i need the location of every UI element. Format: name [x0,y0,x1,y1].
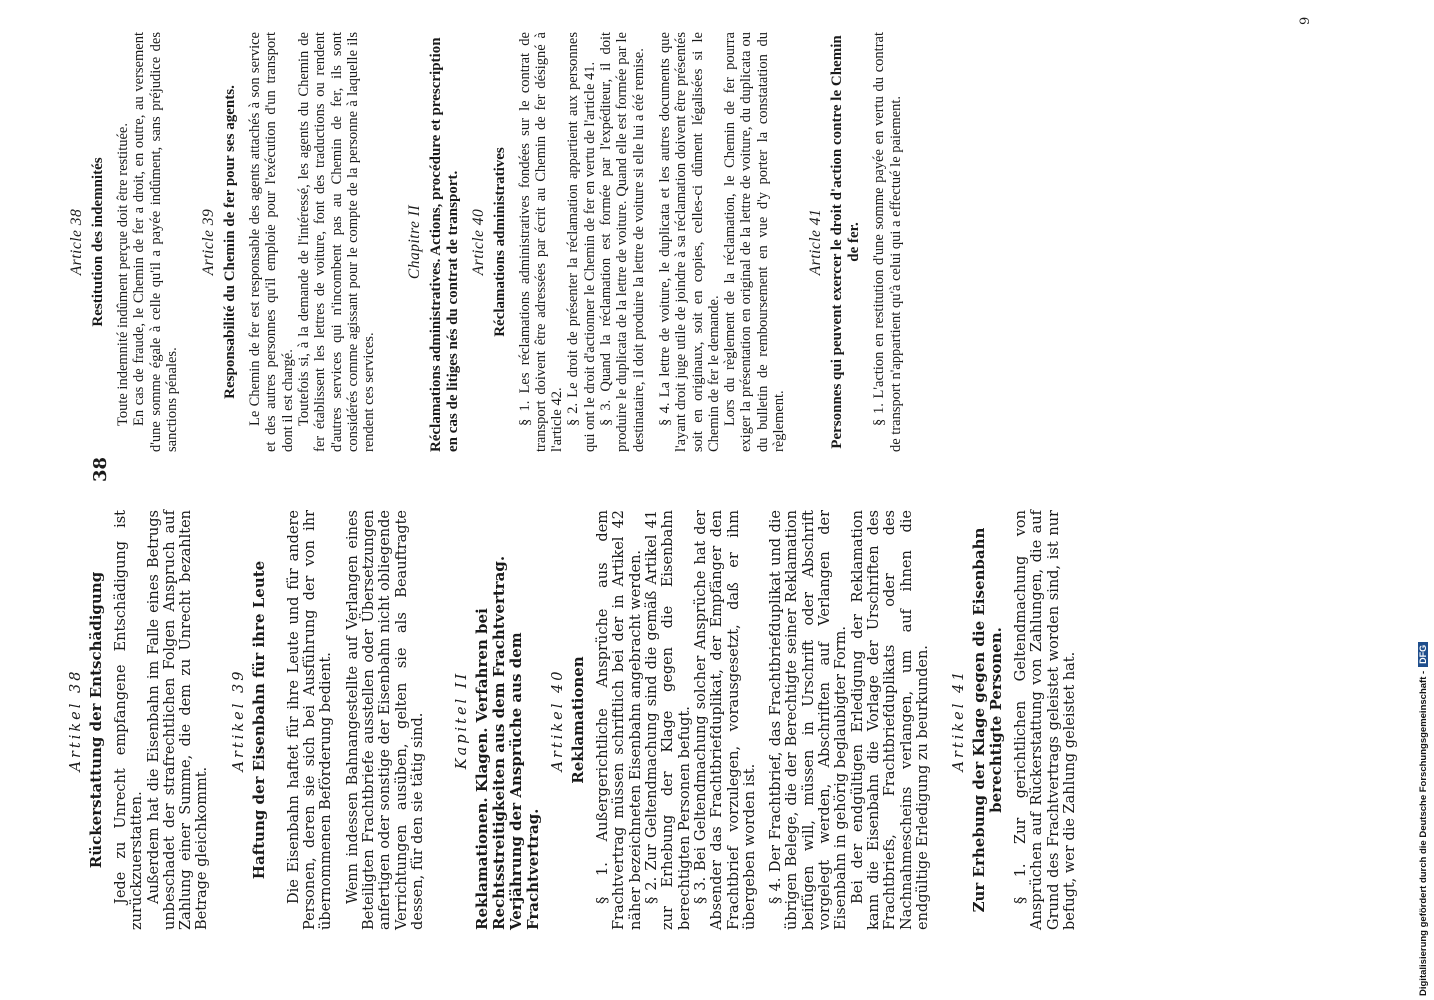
de-article-40-p2: § 2. Zur Geltendmachung sind die gemäß Artikel 41 zur Erhebung der Klage gegen die Eisenbahn berechtigten Personen befugt. [644,510,693,930]
page-number-top: 38 [90,456,111,482]
fr-article-39-label: Article 39 [200,208,218,276]
german-column [40,510,1078,930]
de-article-40-p5: Bei der endgültigen Erledigung der Reklamation kann die Eisenbahn die Vorlage der Urschriften des Frachtbriefs, Frachtbriefduplikats oder des Nachnahmescheins verlangen, um auf ihnen die endgültige Erledigung zu beurkunden. [849,510,931,930]
de-article-38-title: Rückerstattung der Entschädigung [87,571,105,869]
fr-article-40-label: Article 40 [469,208,487,276]
fr-article-39-p1: Le Chemin de fer est responsable des agents attachés à son service et des autres personnes qu'il emploie pour l'exécution d'un transport dont il est chargé. [247,32,296,452]
fr-article-40-p5: Lors du règlement de la réclamation, le Chemin de fer pourra exiger la présentation en original de la lettre de voiture, du duplicata ou du bulletin de remboursement en vue d'y porter la constatation du règlement. [722,32,788,452]
fr-article-40-p4: § 4. La lettre de voiture, le duplicata et les autres documents que l'ayant droit juge utile de joindre à sa réclamation doivent être présentés soit en originaux, soit en copies, celles-ci dûment légalisées si le Chemin de fer le demande. [656,32,722,452]
french-column [40,32,904,452]
de-article-39-label: Artikel 39 [230,668,247,772]
de-article-38-p1: Jede zu Unrecht empfangene Entschädigung ist zurückzuerstatten. [113,510,146,930]
de-article-39-p1: Die Eisenbahn haftet für ihre Leute und für andere Personen, deren sie sich bei Ausführung der von ihr übernommenen Beförderung bedient. [285,510,335,930]
de-article-41-title: Zur Erhebung der Klage gegen die Eisenbahn berechtigte Personen. [970,527,1006,913]
fr-article-41-label: Article 41 [807,208,825,276]
de-article-40-p1: § 1. Außergerichtliche Ansprüche aus dem Frachtvertrag müssen schriftlich bei der in Artikel 42 näher bezeichneten Eisenbahn angebracht werden. [595,510,644,930]
de-article-38-p2: Außerdem hat die Eisenbahn im Falle eines Betrugs unbeschadet der strafrechtlichen Folgen Anspruch auf Zahlung einer Summe, die dem zu Unrecht bezahlten Betrage gleichkommt. [145,510,211,930]
fr-article-41-p1: § 1. L'action en restitution d'une somme payée en vertu du contrat de transport n'appartient qu'à celui qui a effectué le paiement. [871,32,904,452]
de-article-40-p4: § 4. Der Frachtbrief, das Frachtbriefduplikat und die übrigen Belege, die der Berechtigte seiner Reklamation beifügen will, müssen in Urschrift oder Abschrift vorgelegt werden, Abschriften auf Verlangen der Eisenbahn in gehörig beglaubigter Form. [768,510,850,930]
de-chapter-2-title: Reklamationen. Klagen. Verfahren bei Rechtsstreitigkeiten aus dem Frachtvertrag. Verjährung der Ansprüche aus dem Frachtvertrag. [473,555,543,930]
rotated-document-page [40,0,1313,960]
fr-article-41-title: Personnes qui peuvent exercer le droit d'action contre le Chemin de fer. [829,35,863,449]
fr-article-39-title: Responsabilité du Chemin de fer pour ses agents. [222,85,239,399]
fr-chapter-2-title: Réclamations administratives. Actions, procédure et prescription en cas de litiges nés du contrat de transport. [427,37,461,452]
dfg-logo: DFG [1418,642,1428,667]
fr-article-38-p2: En cas de fraude, le Chemin de fer a droit, en outre, au versement d'une somme égale à celle qu'il a payée indûment, sans préjudice des sanctions pénales. [131,32,180,452]
de-article-39-title: Haftung der Eisenbahn für ihre Leute [249,560,268,880]
de-article-41-label: Artikel 41 [951,668,968,772]
fr-article-40-p3: § 3. Quand la réclamation est formée par l'expéditeur, il doit produire le duplicata de la lettre de voiture. Quand elle est formée par le destinataire, il doit produire la lettre de voiture si elle lui a été remise. [598,32,647,452]
fr-article-39-p2: Toutefois si, à la demande de l'intéressé, les agents du Chemin de fer établissent les lettres de voiture, font des traductions ou rendent d'autres services qui n'incombent pas au Chemin de fer, ils sont considérés comme agissant pour le compte de la personne à laquelle ils rendent ces services. [296,32,378,452]
de-article-39-p2: Wenn indessen Bahnangestellte auf Verlangen eines Beteiligten Frachtbriefe ausstellen oder Übersetzungen anfertigen oder sonstige der Eisenbahn nicht obliegende Verrichtungen ausüben, gelten sie als Beauftragte dessen, für den sie tätig sind. [344,510,426,930]
de-article-38-label: Artikel 38 [68,668,84,772]
de-chapter-2-label: Kapitel II [454,670,471,770]
fr-article-38-p1: Toute indemnité indûment perçue doit être restituée. [115,123,131,426]
fr-article-40-title: Réclamations administratives [491,147,508,337]
de-article-40-title: Reklamationen [569,656,588,784]
fr-article-38-title: Restitution des indemnités [90,157,106,327]
page-number-bottom: 9 [1298,16,1313,25]
footer-text: Digitalisierung gefördert durch die Deutsche Forschungsgemeinschaft - [1418,670,1429,996]
de-article-40-label: Artikel 40 [550,668,567,772]
de-article-41-p1: § 1. Zur gerichtlichen Geltendmachung von Ansprüchen auf Rückerstattung von Zahlungen, die auf Grund des Frachtvertrags geleistet worden sind, ist nur befugt, wer die Zahlung geleistet hat. [1013,510,1078,930]
de-article-40-p3: § 3. Bei Geltendmachung solcher Ansprüche hat der Absender das Frachtbriefduplikat, der Empfänger den Frachtbrief vorzulegen, vorausgesetzt, daß er ihm übergeben worden ist. [692,510,758,930]
fr-article-40-p1: § 1. Les réclamations administratives fondées sur le contrat de transport doivent être adressées par écrit au Chemin de fer désigné à l'article 42. [516,32,566,452]
digitization-footer [1418,642,1429,996]
fr-chapter-2-label: Chapitre II [405,204,423,280]
fr-article-38-label: Article 38 [68,208,85,276]
fr-article-40-p2: § 2. Le droit de présenter la réclamation appartient aux personnes qui ont le droit d'actionner le Chemin de fer en vertu de l'article 41. [565,32,598,452]
